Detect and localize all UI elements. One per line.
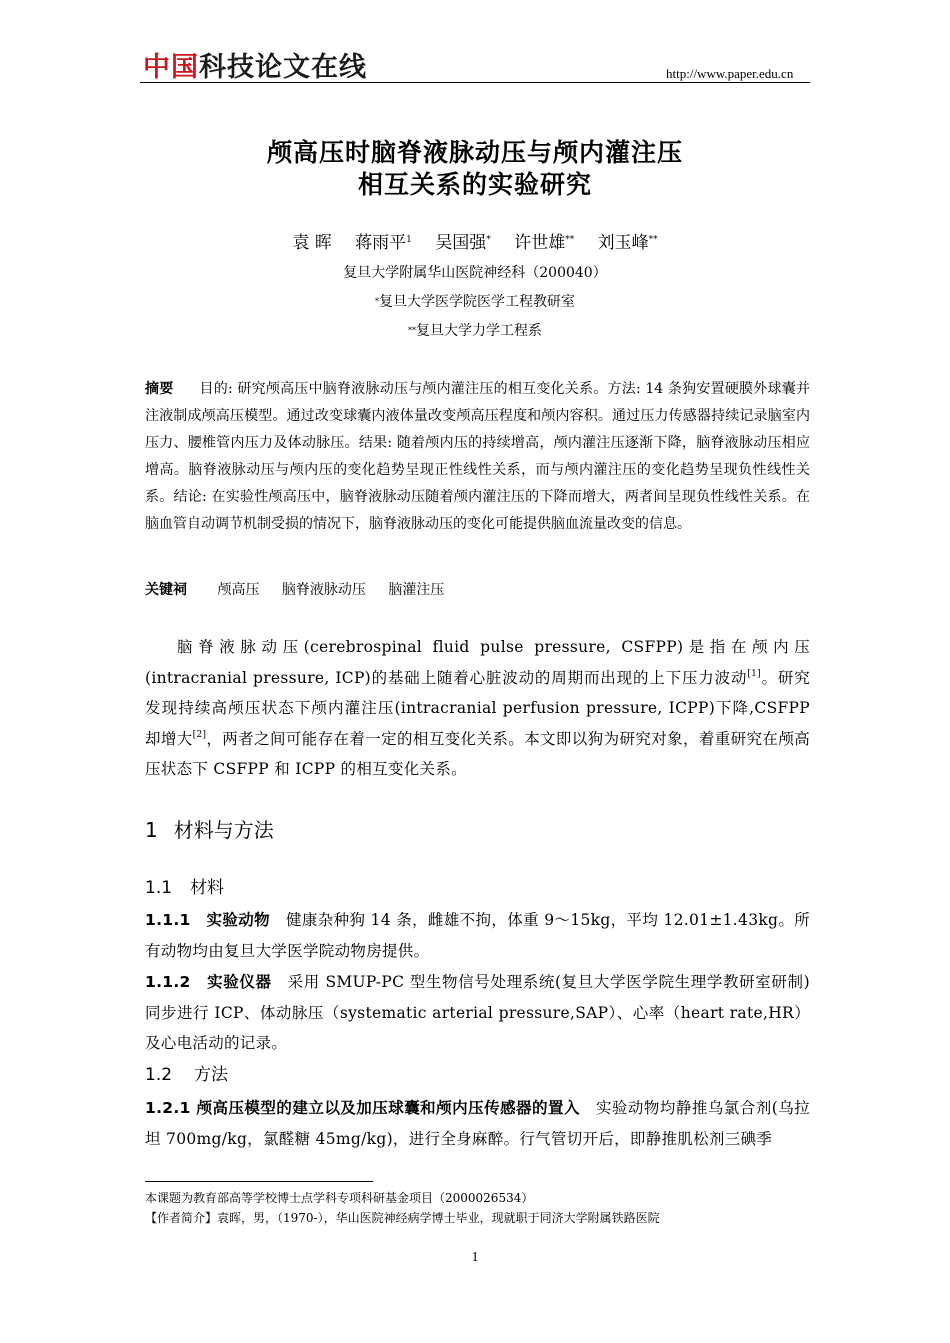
keywords	[145, 577, 810, 604]
author: 刘玉峰**	[597, 233, 658, 253]
site-url[interactable]: http://www.paper.edu.cn	[666, 66, 794, 81]
paragraph-1-2-1: 1.2.1 颅高压模型的建立以及加压球囊和颅内压传感器的置入 实验动物均静推乌氯合剂(乌拉坦 700mg/kg，氯醛糖 45mg/kg)，进行全身麻醉。行气管切开后，即静推肌松剂三碘季	[145, 1099, 810, 1148]
author: 蒋雨平$^1$	[355, 233, 412, 253]
section-heading-1-2: 1.2 方法	[145, 1065, 229, 1085]
intro-paragraph: 脑脊液脉动压(cerebrospinal fluid pulse pressure, CSFPP)是指在颅内压(intracranial pressure, ICP)的基础上随着心脏波动的周期而出现的上下压力波动[1]。研究发现持续高颅压状态下颅内灌注压(intracranial perfusion pressure, ICPP)下降,CSFPP 却增大[2]，两者之间可能存在着一定的相互变化关系。本文即以狗为研究对象，着重研究在颅高压状态下 CSFPP 和 ICPP 的相互变化关系。	[145, 638, 811, 778]
footnote-author-bio: 【作者简介】袁晖，男，（1970-），华山医院神经病学博士毕业，现就职于同济大学附属铁路医院	[145, 1211, 660, 1225]
title-line-2: 相互关系的实验研究	[357, 170, 592, 199]
abstract	[145, 376, 810, 538]
affiliation-3: **复旦大学力学工程系	[408, 323, 542, 339]
affiliation-1: 复旦大学附属华山医院神经科（200040）	[343, 265, 607, 281]
title-line-1: 颅高压时脑脊液脉动压与颅内灌注压	[266, 138, 683, 167]
keyword: 颅高压	[217, 582, 260, 598]
author-list	[140, 231, 810, 255]
keyword: 脑灌注压	[388, 582, 445, 598]
header-rule	[140, 82, 810, 83]
keyword: 脑脊液脉动压	[281, 582, 366, 598]
footnote-rule	[145, 1181, 373, 1182]
footnote-funding: 本课题为教育部高等学校博士点学科专项科研基金项目（2000026534）	[145, 1191, 534, 1205]
citation: [1]	[747, 668, 761, 679]
paragraph-1-1-2: 1.1.2 实验仪器 采用 SMUP-PC 型生物信号处理系统(复旦大学医学院生理学教研室研制)同步进行 ICP、体动脉压（systematic arterial pressure,SAP）、心率（heart rate,HR）及心电活动的记录。	[145, 973, 810, 1052]
affiliation-2: *复旦大学医学院医学工程教研室	[375, 294, 575, 310]
author: 吴国强*	[435, 233, 491, 253]
paragraph-1-1-1: 1.1.1 实验动物 健康杂种狗 14 条，雌雄不拘，体重 9～15kg，平均 12.01±1.43kg。所有动物均由复旦大学医学院动物房提供。	[145, 911, 810, 960]
keywords-label: 关键祠	[145, 582, 187, 598]
section-heading-1-1: 1.1 材料	[145, 878, 225, 898]
author: 许世雄**	[514, 233, 575, 253]
abstract-label: 摘要	[145, 381, 174, 397]
site-logo: 中国科技论文在线	[143, 52, 367, 83]
author: 袁 晖	[292, 233, 332, 253]
page-number: 1	[471, 1250, 479, 1265]
citation: [2]	[192, 729, 207, 740]
abstract-text: 目的: 研究颅高压中脑脊液脉动压与颅内灌注压的相互变化关系。方法: 14 条狗安置硬膜外球囊并注液制成颅高压模型。通过改变球囊内液体量改变颅高压程度和颅内容积。通过压力传感器持续记录脑室内压力、腰椎管内压力及体动脉压。结果: 随着颅内压的持续增高，颅内灌注压逐渐下降，脑脊液脉动压相应增高。脑脊液脉动压与颅内压的变化趋势呈现正性线性关系，而与颅内灌注压的变化趋势呈现负性线性关系。结论: 在实验性颅高压中，脑脊液脉动压随着颅内灌注压的下降而增大，两者间呈现负性线性关系。在脑血管自动调节机制受损的情况下，脑脊液脉动压的变化可能提供脑血流量改变的信息。	[145, 381, 810, 532]
section-heading-1: 1 材料与方法	[145, 818, 274, 842]
